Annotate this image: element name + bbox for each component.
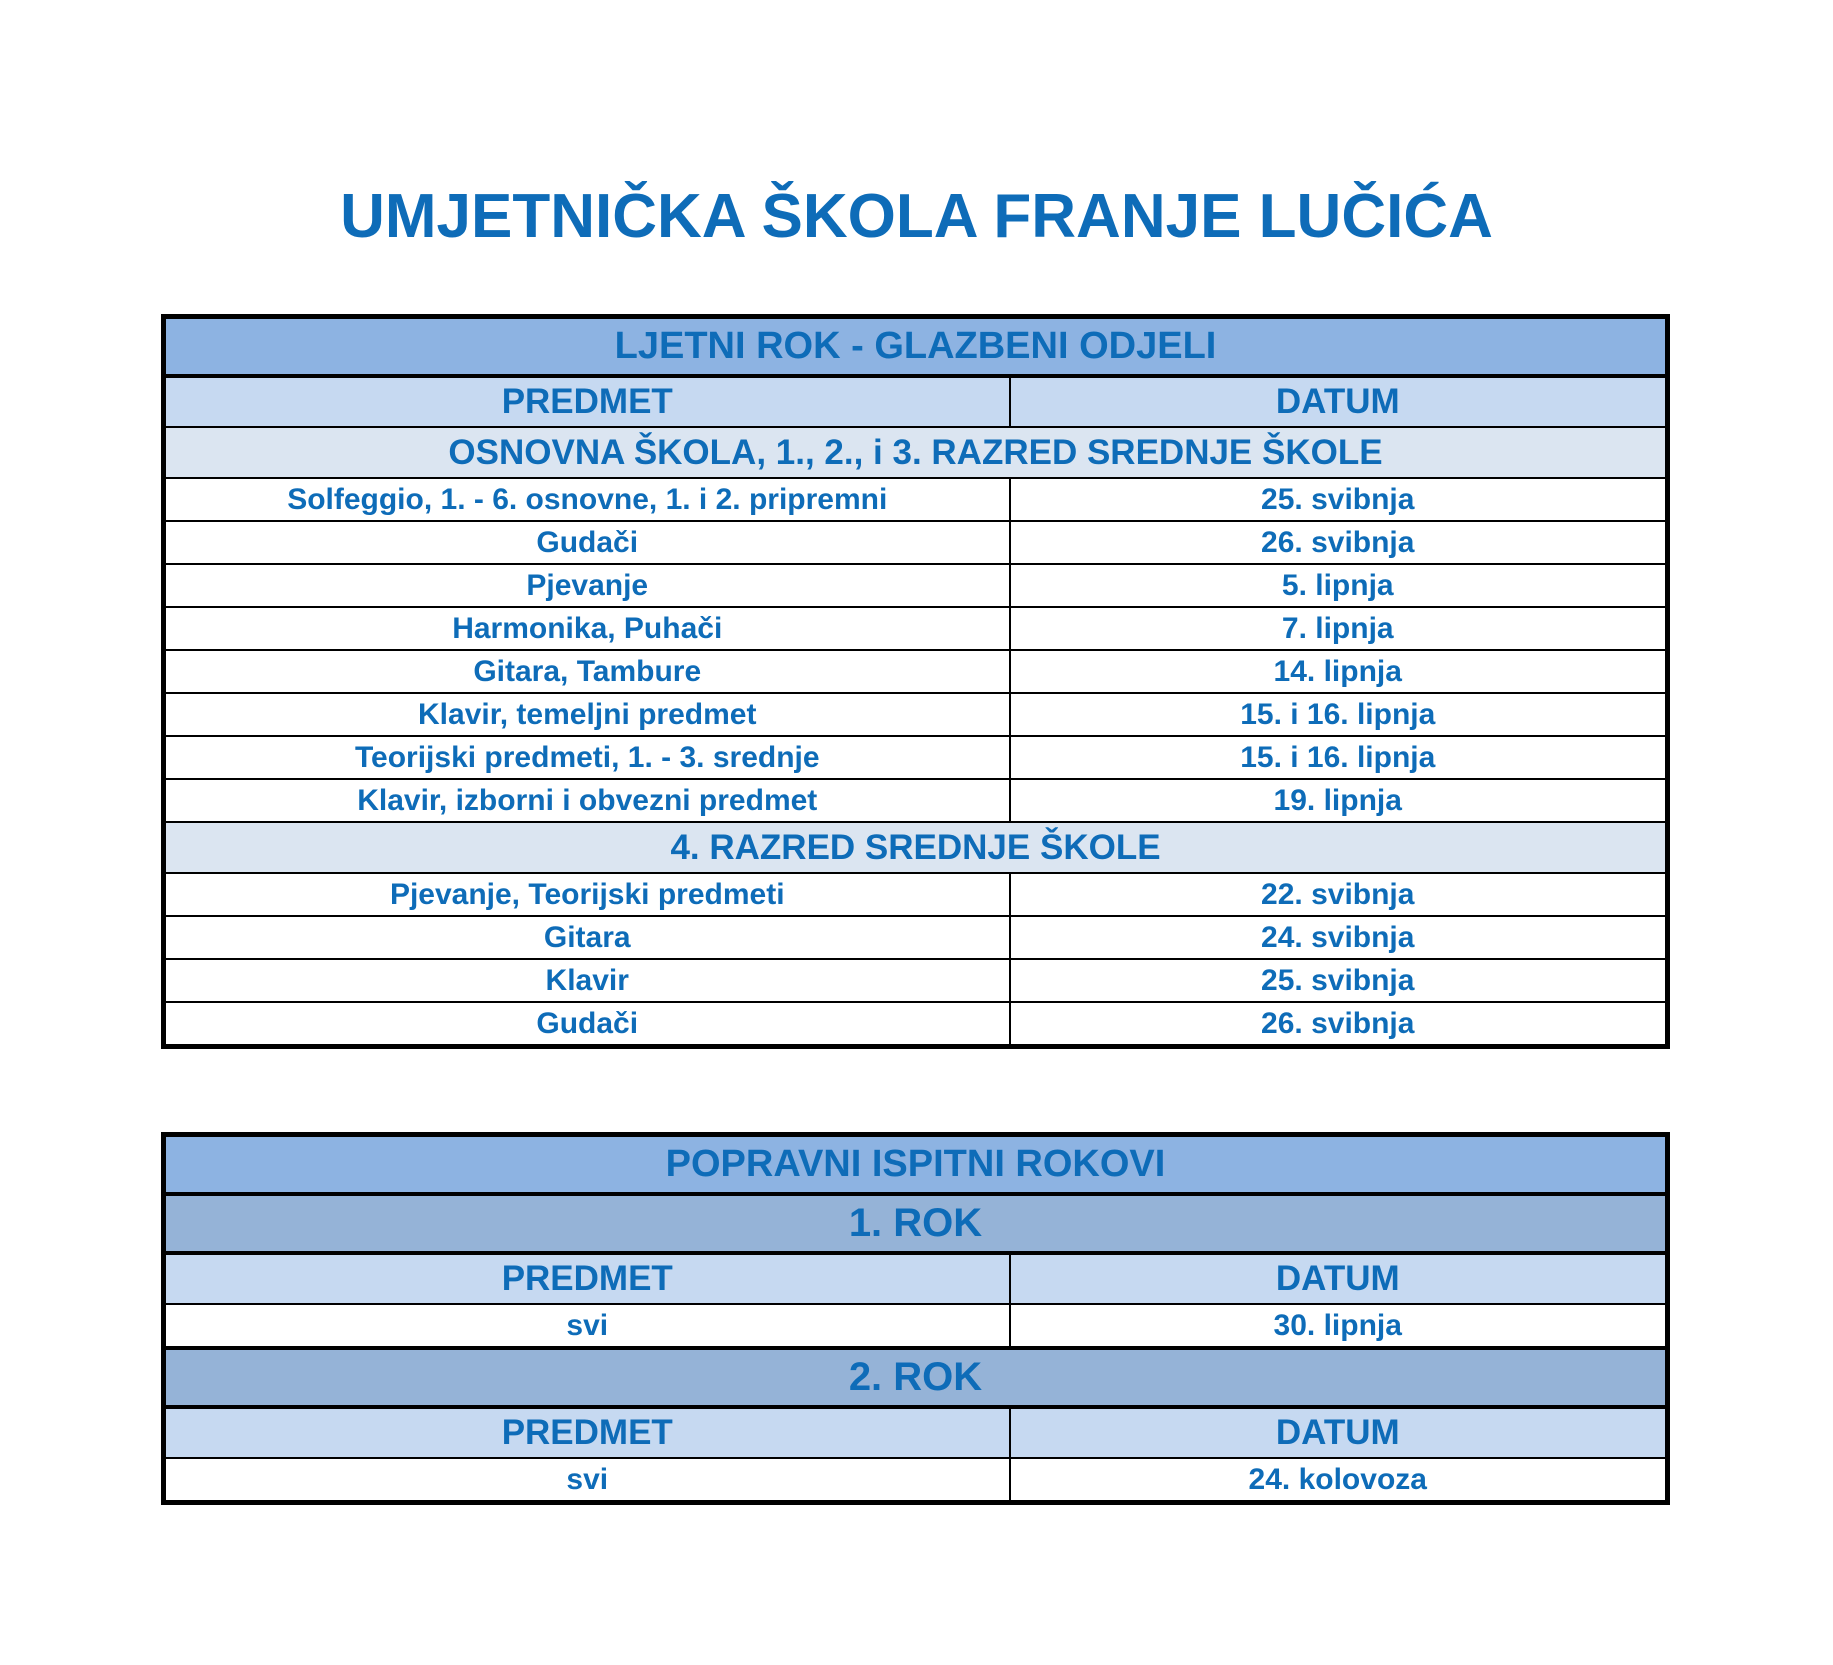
table-row [164, 1002, 1668, 1047]
column-header-date: DATUM [1010, 1407, 1668, 1458]
date-cell: 25. svibnja [1010, 959, 1668, 1002]
column-header-row [164, 1407, 1668, 1458]
table-row [164, 779, 1668, 822]
subject-cell: Klavir [164, 959, 1010, 1002]
table-row [164, 916, 1668, 959]
column-header-subject: PREDMET [164, 1407, 1010, 1458]
column-header-subject: PREDMET [164, 376, 1010, 427]
section-heading-row [164, 822, 1668, 873]
subject-cell: svi [164, 1304, 1010, 1348]
date-cell: 5. lipnja [1010, 564, 1668, 607]
date-cell: 15. i 16. lipnja [1010, 693, 1668, 736]
table-row [164, 1304, 1668, 1348]
subject-cell: Pjevanje, Teorijski predmeti [164, 873, 1010, 916]
term-heading: 1. ROK [164, 1194, 1668, 1253]
subject-cell: Teorijski predmeti, 1. - 3. srednje [164, 736, 1010, 779]
subject-cell: Pjevanje [164, 564, 1010, 607]
date-cell: 24. kolovoza [1010, 1458, 1668, 1503]
term-heading: 2. ROK [164, 1348, 1668, 1407]
table-title-row [164, 1135, 1668, 1195]
section-heading-row [164, 427, 1668, 478]
subject-cell: svi [164, 1458, 1010, 1503]
column-header-row [164, 376, 1668, 427]
subject-cell: Klavir, izborni i obvezni predmet [164, 779, 1010, 822]
section-heading: OSNOVNA ŠKOLA, 1., 2., i 3. RAZRED SREDNJE ŠKOLE [164, 427, 1668, 478]
subject-cell: Gitara, Tambure [164, 650, 1010, 693]
table-title-row [164, 317, 1668, 377]
date-cell: 30. lipnja [1010, 1304, 1668, 1348]
makeup-schedule-table [161, 1132, 1670, 1505]
date-cell: 26. svibnja [1010, 1002, 1668, 1047]
subject-cell: Harmonika, Puhači [164, 607, 1010, 650]
table-row [164, 1458, 1668, 1503]
date-cell: 22. svibnja [1010, 873, 1668, 916]
subject-cell: Gudači [164, 1002, 1010, 1047]
summer-schedule-table [161, 314, 1670, 1049]
table-row [164, 693, 1668, 736]
table-row [164, 521, 1668, 564]
subject-cell: Gudači [164, 521, 1010, 564]
column-header-subject: PREDMET [164, 1253, 1010, 1304]
date-cell: 7. lipnja [1010, 607, 1668, 650]
date-cell: 19. lipnja [1010, 779, 1668, 822]
page-title: UMJETNIČKA ŠKOLA FRANJE LUČIĆA [340, 182, 1493, 251]
table-row [164, 564, 1668, 607]
summer-table-title: LJETNI ROK - GLAZBENI ODJELI [164, 317, 1668, 377]
subject-cell: Gitara [164, 916, 1010, 959]
subject-cell: Klavir, temeljni predmet [164, 693, 1010, 736]
term-heading-row [164, 1194, 1668, 1253]
date-cell: 24. svibnja [1010, 916, 1668, 959]
table-row [164, 478, 1668, 521]
column-header-row [164, 1253, 1668, 1304]
table-row [164, 959, 1668, 1002]
table-row [164, 607, 1668, 650]
subject-cell: Solfeggio, 1. - 6. osnovne, 1. i 2. pripremni [164, 478, 1010, 521]
section-heading: 4. RAZRED SREDNJE ŠKOLE [164, 822, 1668, 873]
term-heading-row [164, 1348, 1668, 1407]
makeup-table-title: POPRAVNI ISPITNI ROKOVI [164, 1135, 1668, 1195]
table-row [164, 873, 1668, 916]
date-cell: 25. svibnja [1010, 478, 1668, 521]
table-row [164, 650, 1668, 693]
date-cell: 26. svibnja [1010, 521, 1668, 564]
date-cell: 15. i 16. lipnja [1010, 736, 1668, 779]
column-header-date: DATUM [1010, 1253, 1668, 1304]
date-cell: 14. lipnja [1010, 650, 1668, 693]
column-header-date: DATUM [1010, 376, 1668, 427]
table-row [164, 736, 1668, 779]
